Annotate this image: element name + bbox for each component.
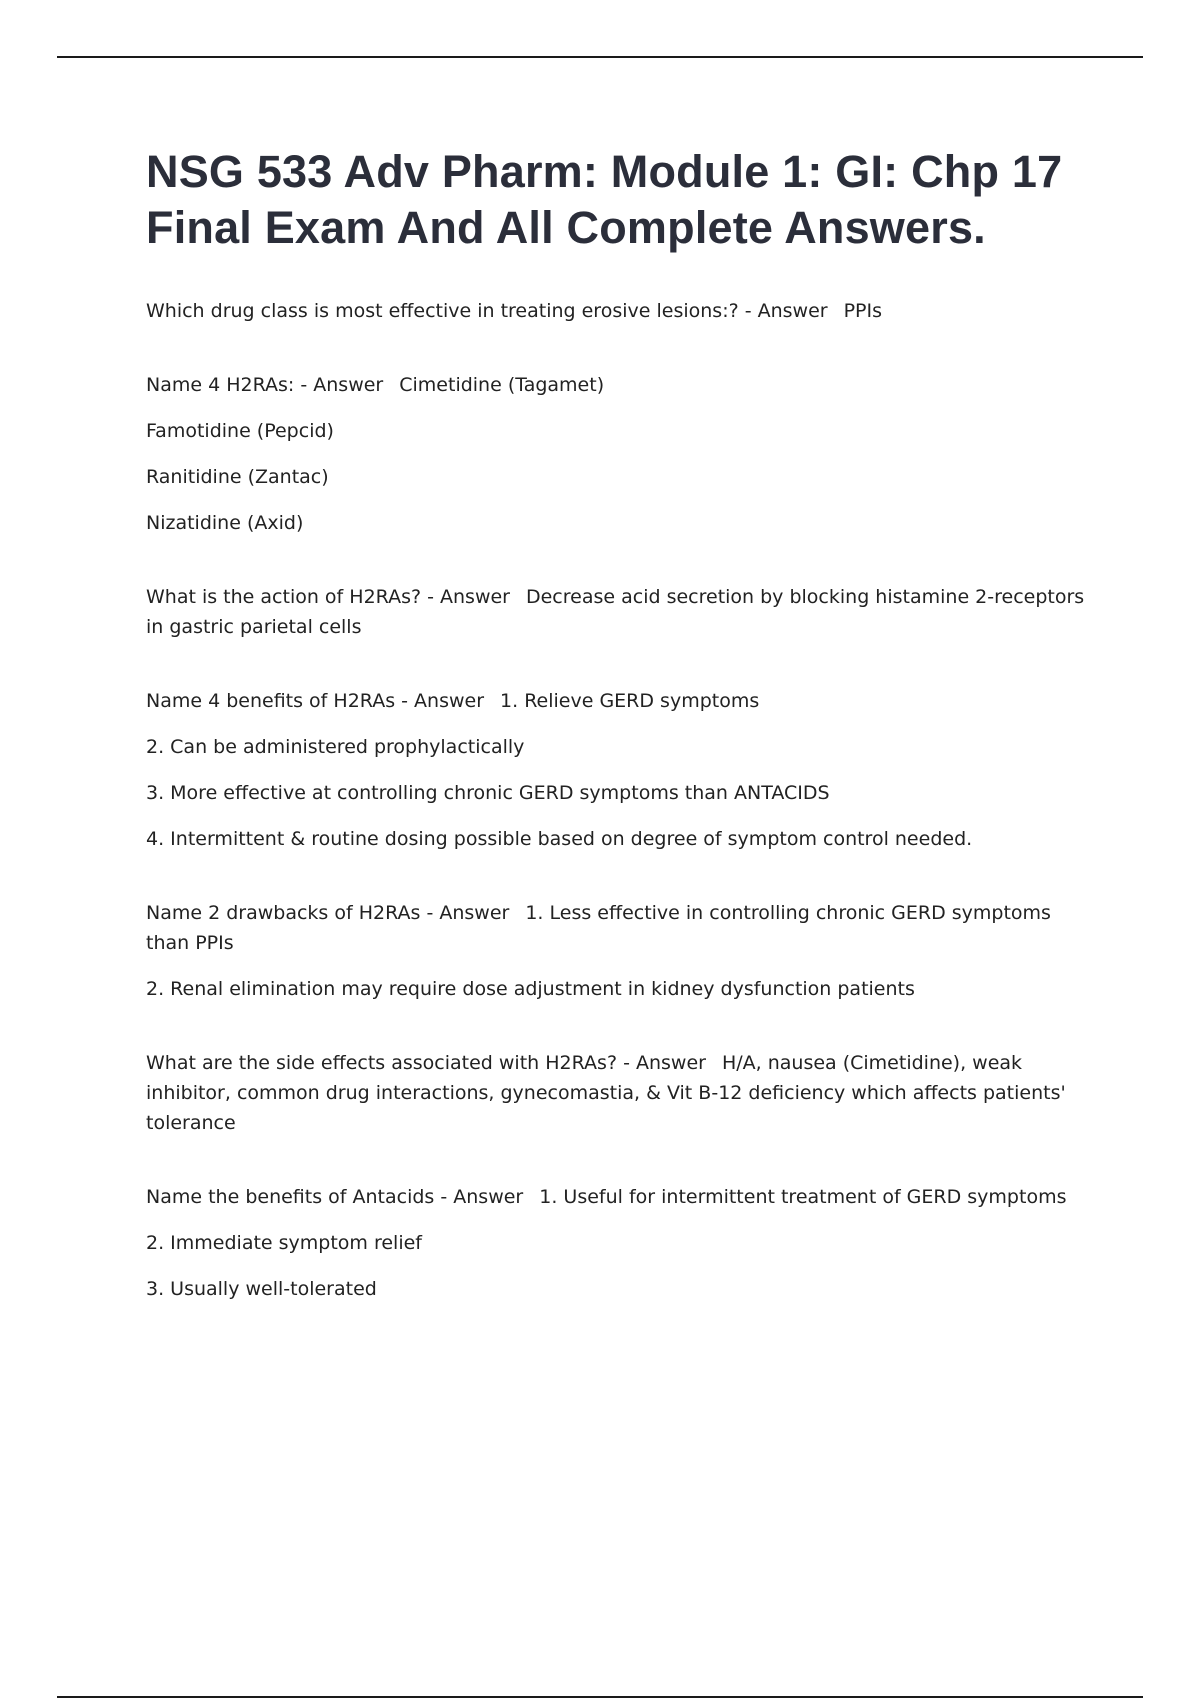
- qa-answer-line: Ranitidine (Zantac): [146, 466, 329, 488]
- document-title: NSG 533 Adv Pharm: Module 1: GI: Chp 17 Final Exam And All Complete Answers.: [146, 146, 1063, 253]
- qa-question: Name 4 H2RAs: - Answer: [146, 374, 384, 396]
- qa-answer-line: 4. Intermittent & routine dosing possible based on degree of symptom control needed.: [146, 828, 973, 850]
- qa-answer-line: Nizatidine (Axid): [146, 512, 304, 534]
- qa-question-line: [146, 898, 1096, 958]
- qa-answer-line: 2. Renal elimination may require dose adjustment in kidney dysfunction patients: [146, 978, 915, 1000]
- qa-answer-line: 3. More effective at controlling chronic GERD symptoms than ANTACIDS: [146, 782, 830, 804]
- qa-item: [146, 686, 1096, 854]
- qa-question-line: [146, 296, 1096, 326]
- qa-item: [146, 1182, 1096, 1304]
- qa-item: [146, 898, 1096, 1004]
- qa-item: [146, 370, 1096, 538]
- qa-answer-line: 2. Can be administered prophylactically: [146, 736, 525, 758]
- qa-answer-line: Famotidine (Pepcid): [146, 420, 334, 442]
- qa-item: [146, 1048, 1096, 1138]
- qa-question-line: [146, 1048, 1096, 1138]
- qa-question-line: [146, 370, 1096, 400]
- qa-answer: Decrease acid secretion by blocking histamine 2-receptors in gastric parietal cells: [146, 586, 1091, 638]
- qa-question-line: [146, 1182, 1096, 1212]
- qa-answer-line: 2. Immediate symptom relief: [146, 1232, 422, 1254]
- qa-question-line: [146, 582, 1096, 642]
- qa-item: [146, 582, 1096, 642]
- qa-answer: PPIs: [843, 300, 883, 322]
- bottom-divider: [57, 1696, 1143, 1698]
- qa-question: What is the action of H2RAs? - Answer: [146, 586, 510, 608]
- qa-answer: 1. Less effective in controlling chronic GERD symptoms than PPIs: [146, 902, 1057, 954]
- qa-question: Name the benefits of Antacids - Answer: [146, 1186, 524, 1208]
- qa-answer: H/A, nausea (Cimetidine), weak inhibitor, common drug interactions, gynecomastia, & Vit B-12 deficiency which affects patients' tolerance: [146, 1052, 1072, 1134]
- top-divider: [57, 56, 1143, 58]
- qa-answer-line: 3. Usually well-tolerated: [146, 1278, 377, 1300]
- qa-list: [146, 296, 1096, 1304]
- qa-item: [146, 296, 1096, 326]
- qa-question: Name 4 benefits of H2RAs - Answer: [146, 690, 485, 712]
- qa-question: Name 2 drawbacks of H2RAs - Answer: [146, 902, 510, 924]
- qa-answer: 1. Relieve GERD symptoms: [500, 690, 760, 712]
- qa-question: Which drug class is most effective in treating erosive lesions:? - Answer: [146, 300, 828, 322]
- qa-question: What are the side effects associated with H2RAs? - Answer: [146, 1052, 706, 1074]
- qa-question-line: [146, 686, 1096, 716]
- qa-answer: Cimetidine (Tagamet): [399, 374, 605, 396]
- document-body: [146, 144, 1096, 1348]
- qa-answer: 1. Useful for intermittent treatment of GERD symptoms: [539, 1186, 1067, 1208]
